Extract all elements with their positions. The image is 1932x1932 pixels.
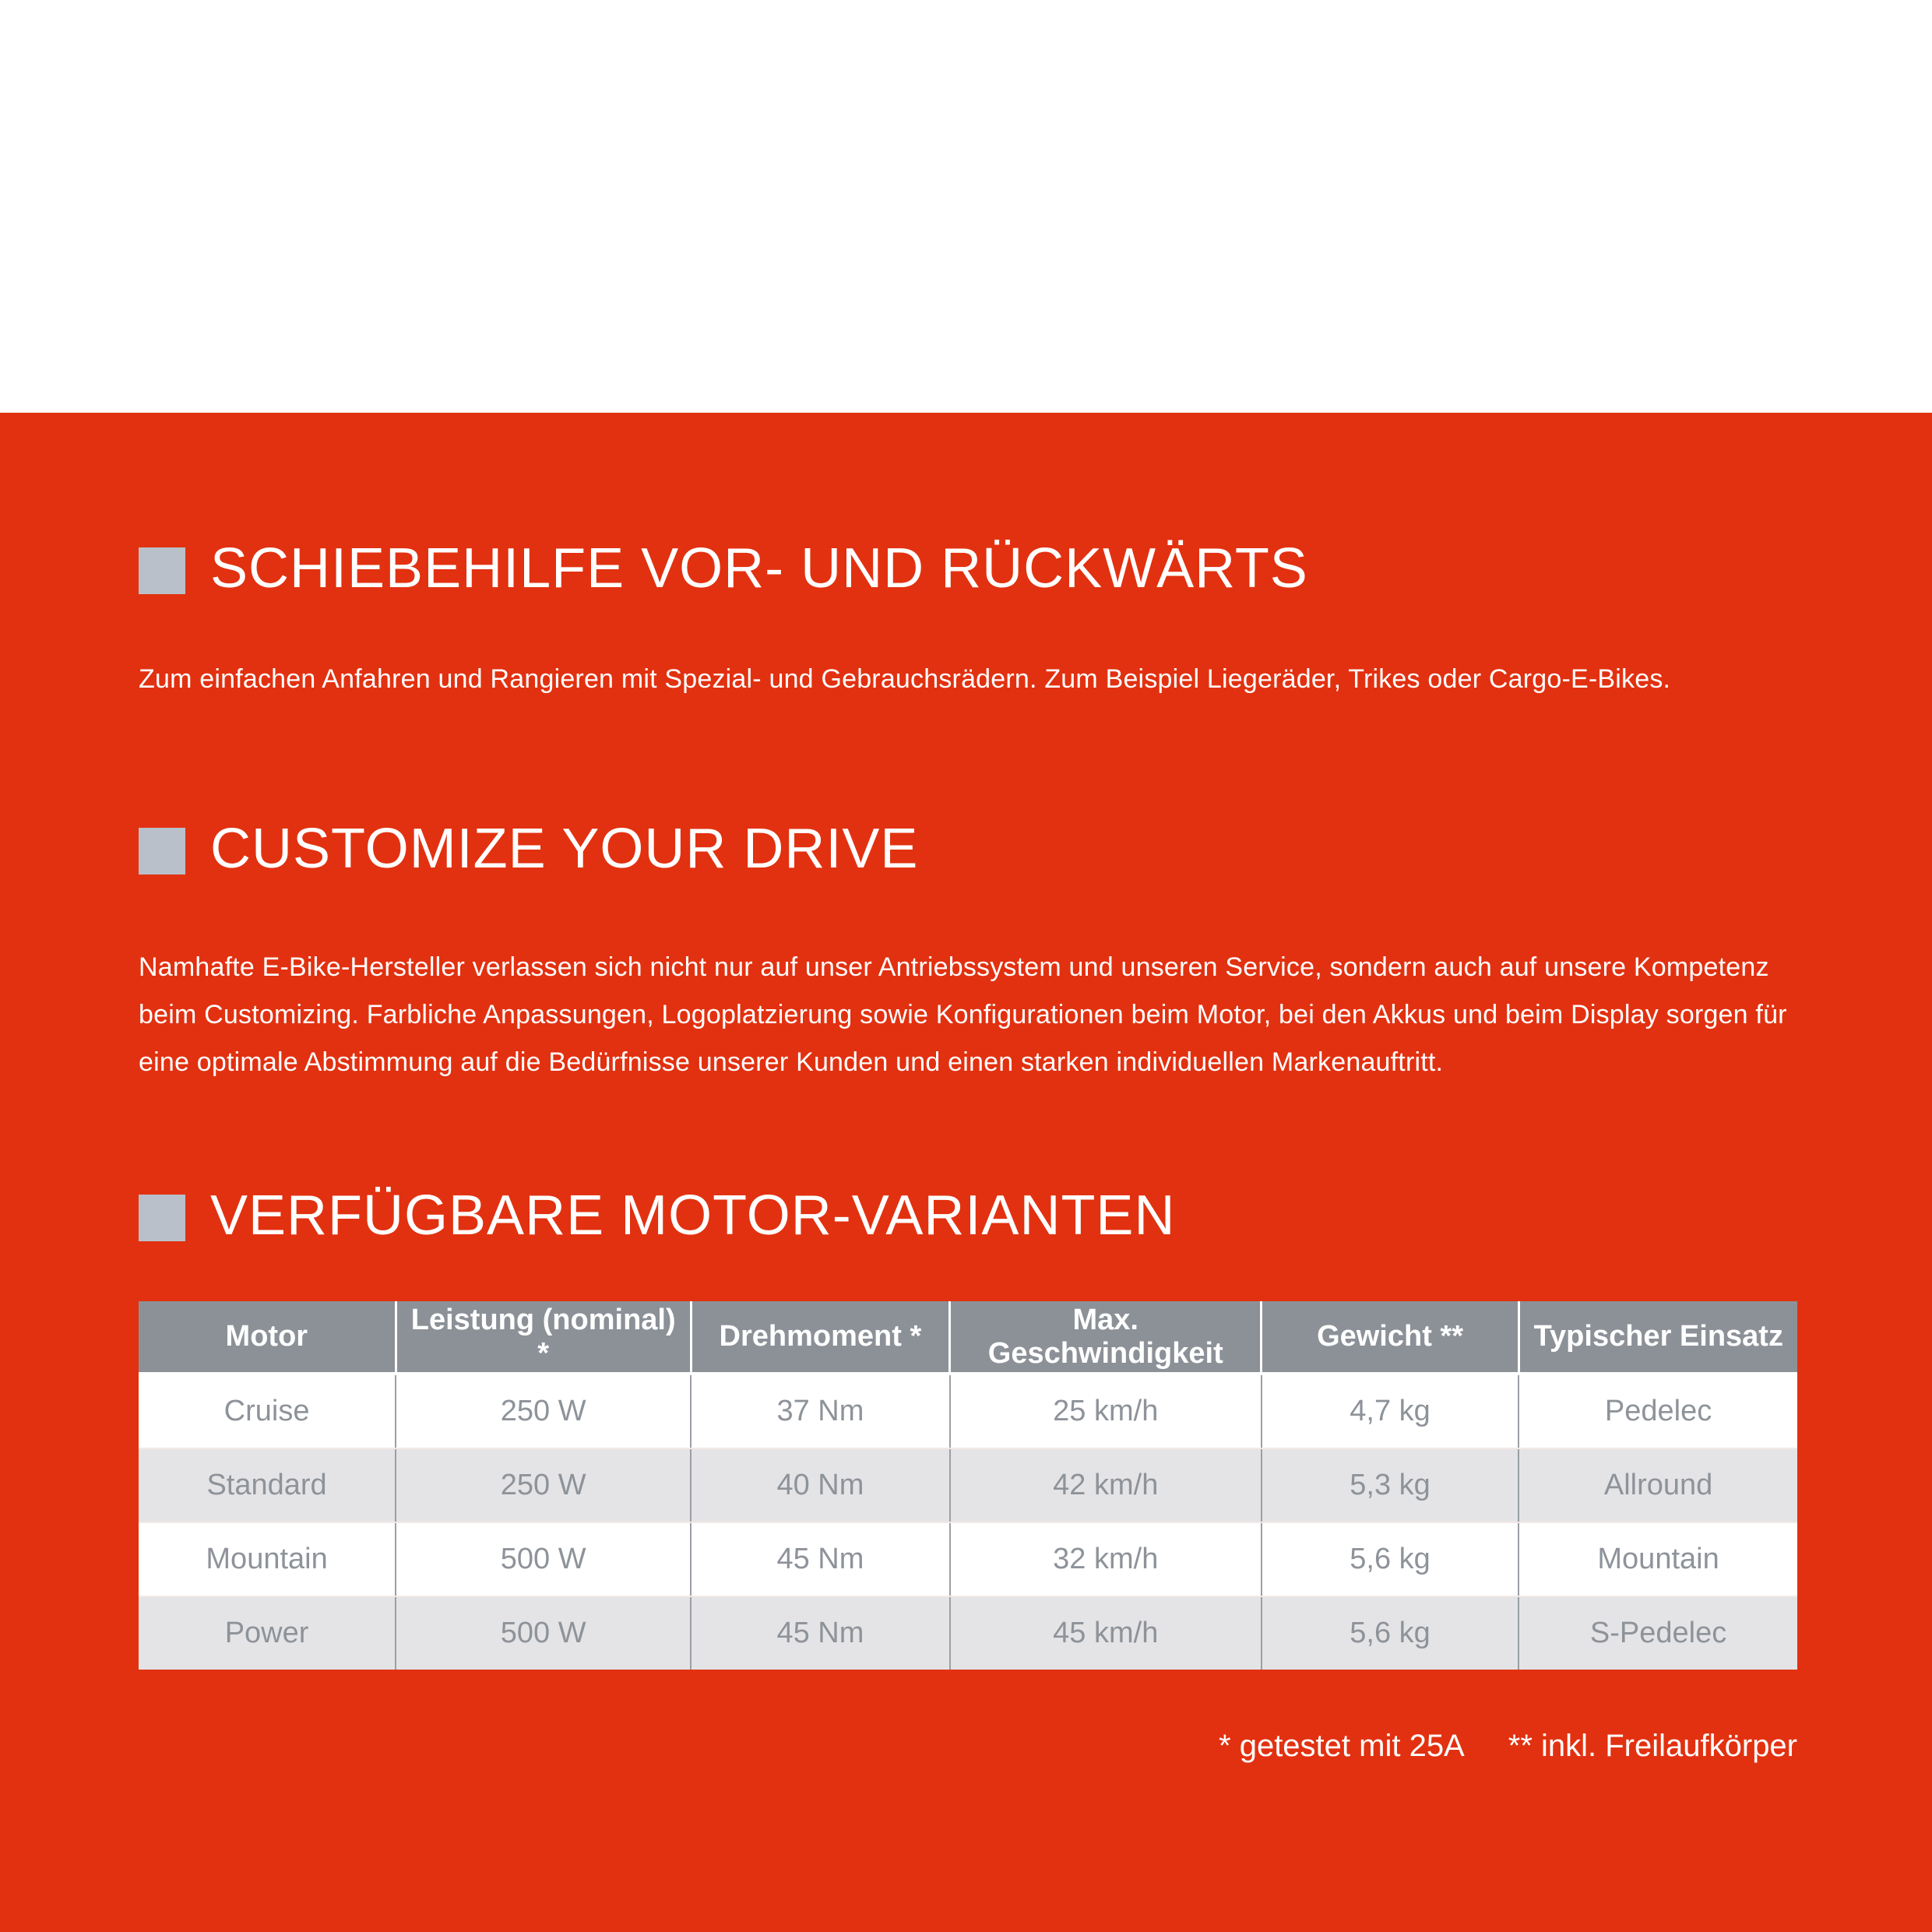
table-cell: 5,6 kg (1262, 1522, 1519, 1596)
table-row (139, 1448, 1797, 1522)
table-cell: Cruise (139, 1374, 396, 1448)
section-title: CUSTOMIZE YOUR DRIVE (210, 818, 919, 880)
table-cell: 250 W (396, 1374, 691, 1448)
table-cell: Pedelec (1519, 1374, 1797, 1448)
table-row (139, 1522, 1797, 1596)
table-cell: Standard (139, 1448, 396, 1522)
footnote-tested: * getestet mit 25A (1219, 1729, 1465, 1763)
table-cell: Allround (1519, 1448, 1797, 1522)
section-title: VERFÜGBARE MOTOR-VARIANTEN (210, 1184, 1176, 1247)
table-cell: 45 km/h (950, 1596, 1262, 1670)
motor-variants-table (139, 1301, 1797, 1670)
table-header-cell: Drehmoment * (691, 1301, 949, 1374)
section-motor-varianten (139, 1184, 1805, 1249)
table-header-cell: Gewicht ** (1262, 1301, 1519, 1374)
table-cell: 4,7 kg (1262, 1374, 1519, 1448)
section-customize (139, 820, 1805, 882)
table-cell: 250 W (396, 1448, 691, 1522)
table-header-cell: Leistung (nominal) * (396, 1301, 691, 1374)
table-cell: 5,6 kg (1262, 1596, 1519, 1670)
table-footnotes (139, 1729, 1797, 1764)
table-cell: 37 Nm (691, 1374, 949, 1448)
table-body (139, 1374, 1797, 1670)
footnote-freewheel: ** inkl. Freilaufkörper (1508, 1729, 1797, 1763)
section-schiebehilfe (139, 537, 1805, 602)
table-header-cell: Max. Geschwindigkeit (950, 1301, 1262, 1374)
table-header-row (139, 1301, 1797, 1374)
section-marker-square-icon (139, 1195, 185, 1241)
table-cell: 45 Nm (691, 1596, 949, 1670)
red-background-band (0, 413, 1932, 1932)
section-schiebehilfe-paragraph: Zum einfachen Anfahren und Rangieren mit Spezial- und Gebrauchsrädern. Zum Beispiel Liegeräder, Trikes oder Cargo-E-Bikes. (139, 664, 1671, 694)
table-cell: 32 km/h (950, 1522, 1262, 1596)
table-cell: Mountain (1519, 1522, 1797, 1596)
table-cell: Mountain (139, 1522, 396, 1596)
section-marker-square-icon (139, 828, 185, 875)
table-cell: 42 km/h (950, 1448, 1262, 1522)
table-cell: 500 W (396, 1522, 691, 1596)
table-header-cell: Motor (139, 1301, 396, 1374)
table-row (139, 1596, 1797, 1670)
table-cell: 5,3 kg (1262, 1448, 1519, 1522)
motor-table-container (139, 1301, 1805, 1670)
table-cell: Power (224, 1617, 309, 1649)
table-cell: 500 W (396, 1596, 691, 1670)
section-marker-square-icon (139, 547, 185, 594)
section-customize-paragraph: Namhafte E-Bike-Hersteller verlassen sich nicht nur auf unser Antriebssystem und unseren Service, sondern auch auf unsere Kompetenz beim Customizing. Farbliche Anpassungen, Logoplatzierung sowie Konfigurationen beim Motor, bei den Akkus und beim Display sorgen für eine optimale Abstimmung auf die Bedürfnisse unserer Kunden und einen starken individuellen Markenauftritt. (139, 952, 1787, 1077)
table-header-cell: Typischer Einsatz (1519, 1301, 1797, 1374)
section-title: SCHIEBEHILFE VOR- UND RÜCKWÄRTS (210, 537, 1308, 600)
table-row (139, 1374, 1797, 1448)
table-cell: 40 Nm (691, 1448, 949, 1522)
table-cell: 25 km/h (950, 1374, 1262, 1448)
table-cell: S-Pedelec (1519, 1596, 1797, 1670)
table-cell: 45 Nm (691, 1522, 949, 1596)
